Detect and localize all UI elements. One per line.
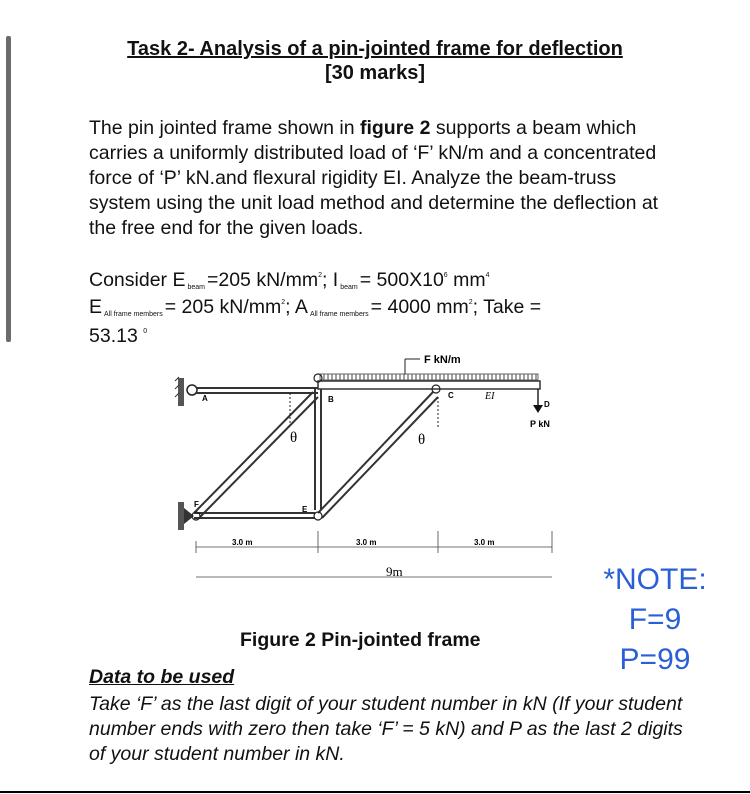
i-unit: mm [447, 269, 486, 291]
i-beam-value: = 500X10 [359, 269, 444, 291]
angle-value: 53.13 [89, 325, 138, 347]
member-ab [196, 388, 318, 393]
consider-line [89, 269, 490, 292]
i-label: ; I [321, 269, 339, 291]
note-p: P=99 [619, 643, 691, 676]
member-fb [194, 392, 318, 517]
frame-diagram [170, 345, 590, 590]
e-beam-value: =205 kN/mm [206, 269, 319, 291]
data-text: Take ‘F’ as the last digit of your student number in kN (If your student number ends with zero then take ‘F’ = 5 kN) and P as the last 2 digits of your student number in kN. [89, 693, 683, 765]
node-a-label: A [202, 394, 208, 403]
theta-1: θ [290, 430, 298, 446]
joint-e [314, 512, 322, 520]
e-label: E [89, 296, 103, 318]
degree-symbol: 0 [143, 328, 148, 335]
note-title: *NOTE: [603, 563, 707, 596]
dim-label-2: 3.0 m [356, 538, 377, 547]
intro-figure-ref: figure 2 [359, 117, 431, 139]
theta-2: θ [418, 432, 426, 448]
bottom-divider [0, 791, 750, 793]
intro-text: The pin jointed frame shown in [89, 117, 360, 139]
a-value: = 4000 mm [370, 296, 469, 318]
a-label: ; A [285, 296, 308, 318]
superscript-4: 4 [485, 272, 490, 279]
superscript-2: 2 [318, 272, 322, 279]
intro-text-cont: supports a beam which carries a uniformly distributed load of ‘F’ kN/m and a concentrated force of ‘P’ kN.and flexural rigidity EI. Analyze the beam-truss system using the unit load method and determine the deflection at the free end for the given loads. [89, 117, 659, 239]
wall-support-a [175, 377, 197, 406]
note-box [590, 560, 720, 680]
consider-label: Consider E [89, 269, 186, 291]
member-be [314, 374, 322, 510]
task-title [0, 37, 750, 85]
problem-statement [89, 116, 679, 241]
e-frame-line [89, 296, 541, 319]
superscript-2c: 2 [468, 299, 473, 306]
subscript-beam: beam [187, 284, 205, 291]
angle-line [89, 325, 147, 348]
p-load-label: P kN [530, 419, 550, 429]
title-line-1: Task 2- Analysis of a pin-jointed frame for deflection [127, 38, 623, 60]
member-fe [194, 513, 315, 518]
subscript-all-frame-2: All frame members [309, 311, 369, 318]
superscript-2b: 2 [281, 299, 286, 306]
dim-total-label: 9m [386, 564, 403, 579]
note-f: F=9 [628, 603, 682, 636]
node-f-label: F [194, 500, 199, 509]
node-b-label: B [328, 395, 334, 404]
node-d-label: D [544, 400, 550, 409]
node-c-label: C [448, 391, 454, 400]
ei-label: EI [485, 391, 495, 402]
load-label: F kN/m [424, 354, 461, 366]
figure-caption: Figure 2 Pin-jointed frame [240, 629, 481, 651]
take-label: ; Take = [472, 296, 542, 318]
subscript-all-frame: All frame members [104, 311, 163, 318]
e-frame-value: = 205 kN/mm [164, 296, 282, 318]
data-heading: Data to be used [89, 666, 235, 688]
point-load-arrow [533, 389, 543, 413]
superscript-6: 6 [443, 272, 448, 279]
subscript-beam-2: beam [340, 284, 358, 291]
member-ec [318, 385, 440, 518]
title-line-2: [30 marks] [324, 62, 426, 84]
dim-label-3: 3.0 m [474, 538, 495, 547]
node-e-label: E [302, 505, 308, 514]
dim-label-1: 3.0 m [232, 538, 253, 547]
beam-bd [318, 374, 540, 389]
